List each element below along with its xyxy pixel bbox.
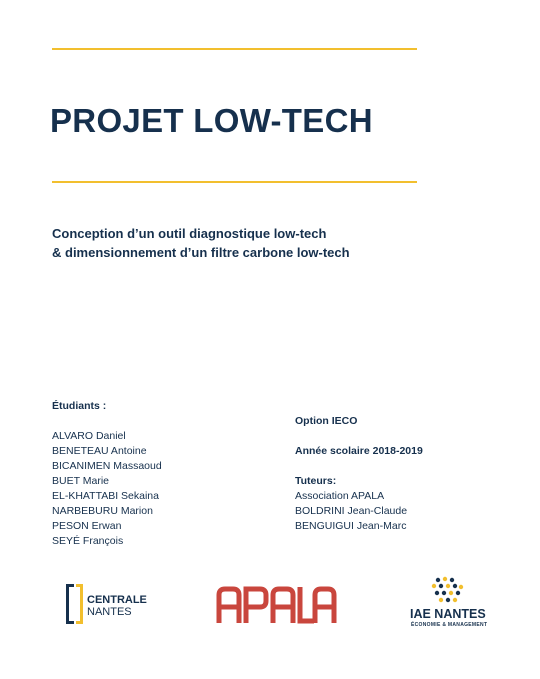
students-list xyxy=(52,429,162,549)
student-name: ALVARO Daniel xyxy=(52,430,126,442)
page-title: PROJET LOW-TECH xyxy=(50,102,373,139)
top-divider xyxy=(52,48,417,50)
iae-dots-mark xyxy=(430,576,466,606)
iae-logo-text: IAE NANTES xyxy=(410,607,486,621)
student-name: NARBEBURU Marion xyxy=(52,505,153,517)
students-heading: Étudiants : xyxy=(52,400,107,412)
student-name: BUET Marie xyxy=(52,475,109,487)
option-label: Option IECO xyxy=(295,415,358,427)
student-name: SEYÉ François xyxy=(52,535,124,547)
centrale-nantes-logo xyxy=(66,582,156,626)
iae-logo-subtext: ÉCONOMIE & MANAGEMENT xyxy=(411,622,488,628)
subtitle-line-1: Conception d’un outil diagnostique low-tech xyxy=(52,226,327,241)
tutor-name: BOLDRINI Jean-Claude xyxy=(295,505,408,517)
student-name: BENETEAU Antoine xyxy=(52,445,147,457)
student-name: EL-KHATTABI Sekaina xyxy=(52,490,159,502)
centrale-logo-text: CENTRALE xyxy=(87,594,147,606)
iae-nantes-logo xyxy=(408,576,490,634)
info-section xyxy=(295,414,423,534)
student-name: BICANIMEN Massaoud xyxy=(52,460,162,472)
apala-logo xyxy=(216,585,338,625)
tutor-name: Association APALA xyxy=(295,490,385,502)
subtitle xyxy=(52,224,350,262)
nantes-logo-text: NANTES xyxy=(87,606,132,618)
tutor-name: BENGUIGUI Jean-Marc xyxy=(295,520,407,532)
centrale-mark-right xyxy=(76,584,83,624)
subtitle-line-2: & dimensionnement d’un filtre carbone low-tech xyxy=(52,245,350,260)
tutors-heading: Tuteurs: xyxy=(295,475,337,487)
students-section xyxy=(52,399,162,549)
apala-logo-graphic xyxy=(216,585,338,625)
student-name: PESON Erwan xyxy=(52,520,122,532)
school-year: Année scolaire 2018-2019 xyxy=(295,445,423,457)
bottom-divider xyxy=(52,181,417,183)
centrale-mark-left xyxy=(66,584,74,624)
